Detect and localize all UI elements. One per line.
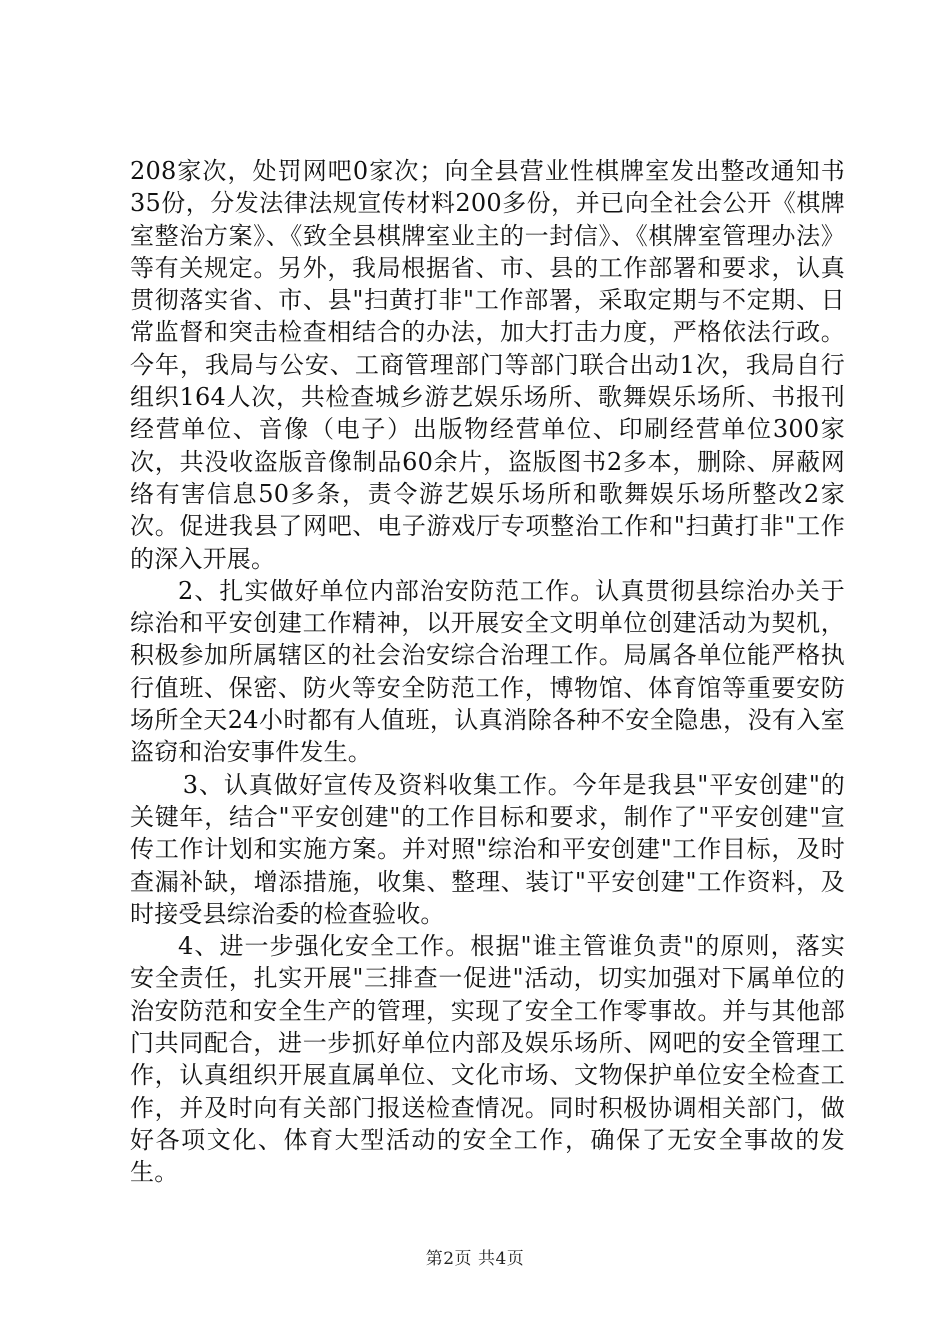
paragraph-item-3: 3、认真做好宣传及资料收集工作。今年是我县"平安创建"的关键年，结合"平安创建"的工作目标和要求，制作了"平安创建"宣传工作计划和实施方案。并对照"综治和平安创建"工作目标，及时查漏补缺，增添措施，收集、整理、装订"平安创建"工作资料，及时接受县综治委的检查验收。: [130, 770, 845, 928]
page-footer: 第2页 共4页: [425, 1249, 525, 1269]
paragraph-item-2: 2、扎实做好单位内部治安防范工作。认真贯彻县综治办关于综治和平安创建工作精神，以开展安全文明单位创建活动为契机，积极参加所属辖区的社会治安综合治理工作。局属各单位能严格执行值班、保密、防火等安全防范工作，博物馆、体育馆等重要安防场所全天24小时都有人值班，认真消除各种不安全隐患，没有入室盗窃和治安事件发生。: [130, 576, 845, 767]
paragraph-item-4: 4、进一步强化安全工作。根据"谁主管谁负责"的原则，落实安全责任，扎实开展"三排查一促进"活动，切实加强对下属单位的治安防范和安全生产的管理，实现了安全工作零事故。并与其他部门共同配合，进一步抓好单位内部及娱乐场所、网吧的安全管理工作，认真组织开展直属单位、文化市场、文物保护单位安全检查工作，并及时向有关部门报送检查情况。同时积极协调相关部门，做好各项文化、体育大型活动的安全工作，确保了无安全事故的发生。: [130, 932, 845, 1187]
document-body: [130, 155, 845, 1189]
paragraph-continuation: 208家次，处罚网吧0家次；向全县营业性棋牌室发出整改通知书35份，分发法律法规宣传材料200多份，并已向全社会公开《棋牌室整治方案》、《致全县棋牌室业主的一封信》、《棋牌室管理办法》等有关规定。另外，我局根据省、市、县的工作部署和要求，认真贯彻落实省、市、县"扫黄打非"工作部署，采取定期与不定期、日常监督和突击检查相结合的办法，加大打击力度，严格依法行政。今年，我局与公安、工商管理部门等部门联合出动1次，我局自行组织164人次，共检查城乡游艺娱乐场所、歌舞娱乐场所、书报刊经营单位、音像（电子）出版物经营单位、印刷经营单位300家次，共没收盗版音像制品60余片，盗版图书2多本，删除、屏蔽网络有害信息50多条，责令游艺娱乐场所和歌舞娱乐场所整改2家次。促进我县了网吧、电子游戏厅专项整治工作和"扫黄打非"工作的深入开展。: [130, 157, 845, 573]
